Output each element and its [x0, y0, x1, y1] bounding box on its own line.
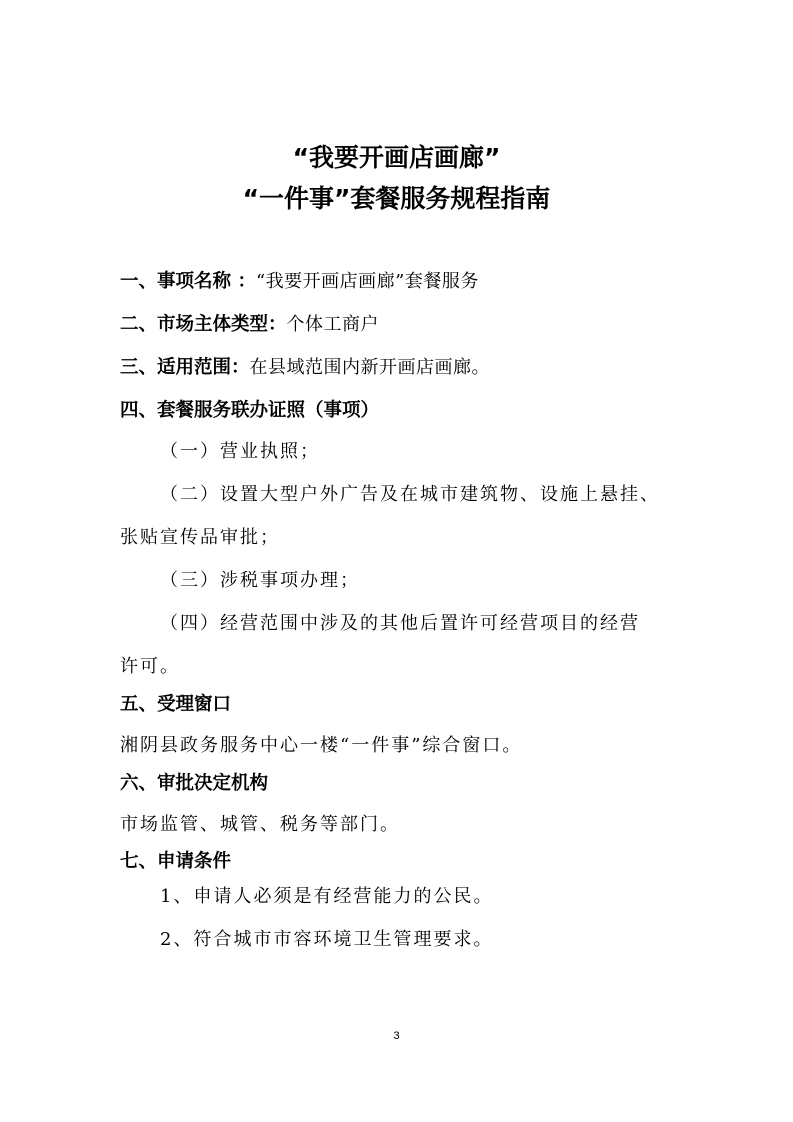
section-4-item: （一）营业执照；: [160, 441, 320, 462]
section-4-item: 张贴宣传品审批；: [120, 527, 280, 548]
section-4-item: 许可。: [120, 656, 180, 677]
section-1-heading: 一、事项名称 ：: [120, 271, 256, 292]
section-2: [120, 313, 379, 337]
section-4-item: （三）涉税事项办理；: [160, 570, 360, 591]
section-3-heading: 三、适用范围：: [120, 357, 250, 378]
section-3-value: 在县域范围内新开画店画廊。: [249, 357, 491, 378]
section-6-heading: 六、审批决定机构: [120, 773, 269, 794]
document-title-line-1: “我要开画店画廊”: [292, 143, 501, 172]
section-7-item: 1、申请人必须是有经营能力的公民。: [160, 886, 494, 907]
section-7-heading: 七、申请条件: [120, 851, 232, 872]
section-7-item: 2、符合城市市容环境卫生管理要求。: [160, 929, 494, 950]
section-4-item: （四）经营范围中涉及的其他后置许可经营项目的经营: [160, 613, 640, 634]
section-1-value: “我要开画店画廊”套餐服务: [255, 271, 479, 292]
page-number: 3: [393, 1030, 400, 1042]
section-3: [120, 356, 490, 380]
section-5-text: 湘阴县政务服务中心一楼“一件事”综合窗口。: [120, 735, 523, 756]
section-6-text: 市场监管、城管、税务等部门。: [120, 814, 400, 835]
section-4-item: （二）设置大型户外广告及在城市建筑物、设施上悬挂、: [160, 484, 660, 505]
section-1: [120, 270, 479, 294]
section-4-heading: 四、套餐服务联办证照（事项）: [120, 400, 380, 421]
section-2-value: 个体工商户: [286, 314, 380, 335]
document-title-line-2: “一件事”套餐服务规程指南: [242, 184, 551, 213]
section-5-heading: 五、受理窗口: [120, 694, 232, 715]
section-2-heading: 二、市场主体类型：: [120, 314, 287, 335]
